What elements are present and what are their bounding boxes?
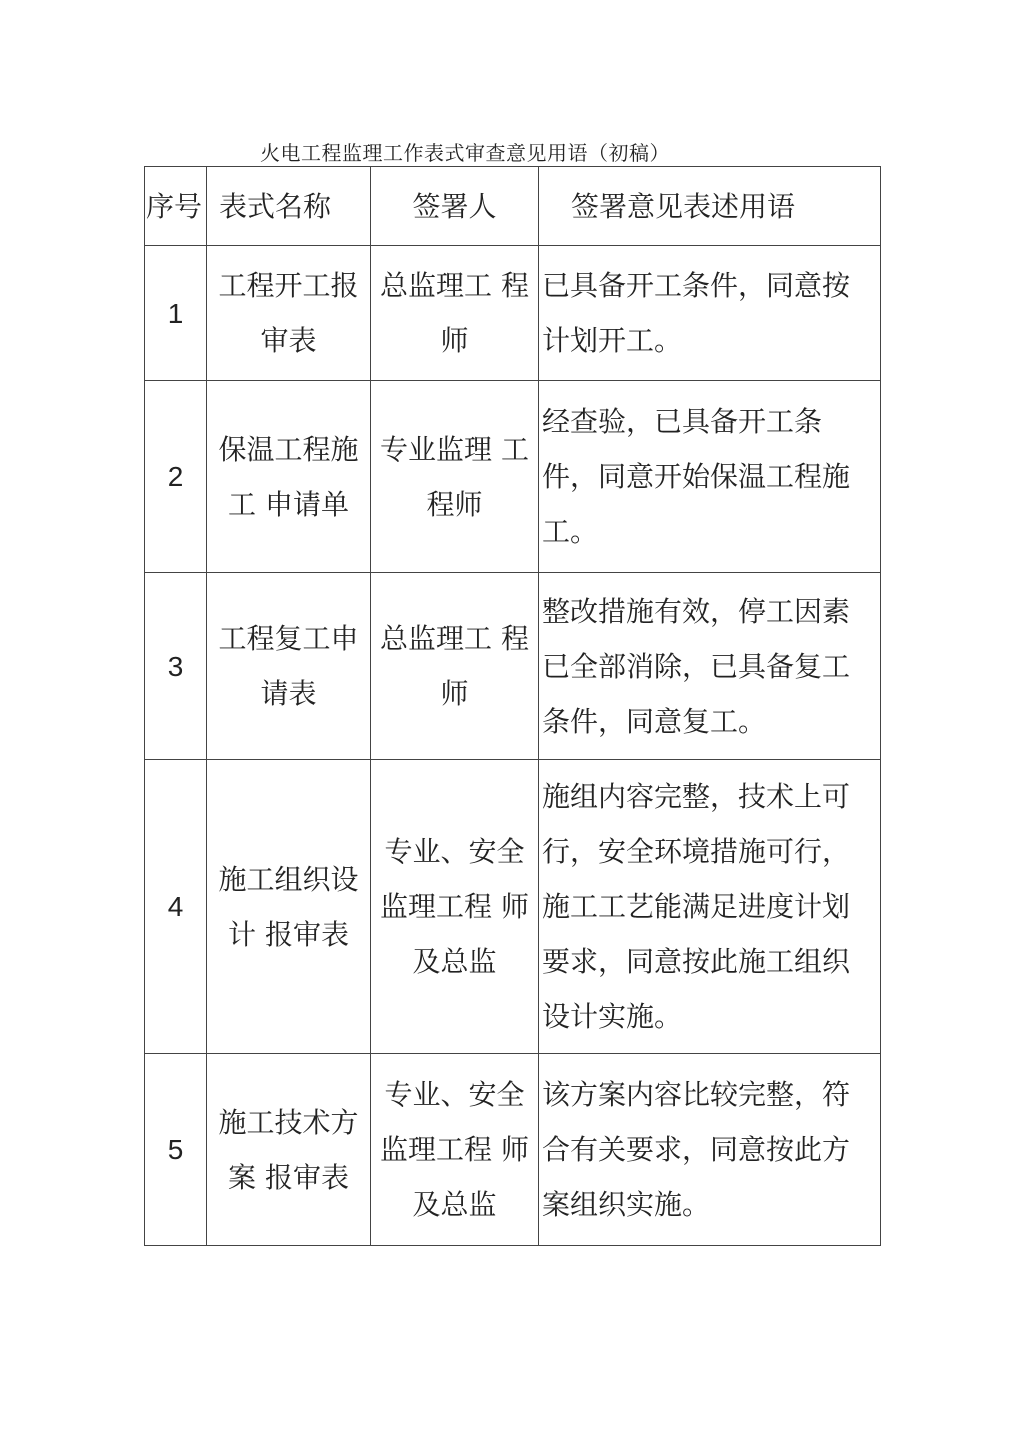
opinion-cell	[539, 573, 881, 760]
header-serial: 序号	[145, 167, 207, 246]
opinion-cell	[539, 381, 881, 573]
signer: 总监理工 程师	[380, 622, 529, 710]
signer-cell	[371, 246, 539, 381]
table-row	[145, 1054, 881, 1246]
form-name: 工程复工申请表	[218, 622, 359, 710]
opinion-cell	[539, 1054, 881, 1246]
table-row	[145, 246, 881, 381]
row-number: 5	[145, 1054, 207, 1246]
header-signer: 签署人	[371, 167, 539, 246]
table-row	[145, 760, 881, 1054]
row-number: 4	[145, 760, 207, 1054]
row-number: 1	[145, 246, 207, 381]
opinion-text: 施组内容完整，技术上可行，安全环境措施可行，施工工艺能满足进度计划要求，同意按此施工组织设计实施。	[542, 780, 851, 1033]
signer-cell	[371, 760, 539, 1054]
opinion-cell	[539, 246, 881, 381]
opinion-text: 该方案内容比较完整，符合有关要求，同意按此方案组织实施。	[542, 1078, 851, 1221]
opinion-table	[144, 166, 881, 1246]
signer-cell	[371, 573, 539, 760]
form-name: 施工技术方案 报审表	[218, 1105, 359, 1194]
opinion-text: 整改措施有效，停工因素已全部消除，已具备复工条件，同意复工。	[542, 594, 851, 738]
header-form-name: 表式名称	[207, 167, 371, 246]
signer: 总监理工 程师	[380, 269, 529, 357]
form-name: 保温工程施工 申请单	[218, 432, 359, 521]
form-name-cell	[207, 1054, 371, 1246]
signer: 专业监理 工程师	[380, 432, 529, 521]
row-number: 2	[145, 381, 207, 573]
form-name: 工程开工报审表	[218, 269, 359, 357]
document-title: 火电工程监理工作表式审查意见用语（初稿）	[260, 141, 670, 165]
table-row	[145, 381, 881, 573]
row-number: 3	[145, 573, 207, 760]
form-name-cell	[207, 760, 371, 1054]
table-header-row	[145, 167, 881, 246]
table-row	[145, 573, 881, 760]
signer-cell	[371, 1054, 539, 1246]
signer-cell	[371, 381, 539, 573]
opinion-text: 已具备开工条件，同意按计划开工。	[542, 269, 851, 357]
form-name-cell	[207, 381, 371, 573]
form-name-cell	[207, 246, 371, 381]
form-name-cell	[207, 573, 371, 760]
signer: 专业、安全监理工程 师及总监	[380, 1078, 529, 1221]
opinion-cell	[539, 760, 881, 1054]
form-name: 施工组织设计 报审表	[218, 862, 359, 951]
signer: 专业、安全监理工程 师及总监	[380, 835, 529, 978]
opinion-text: 经查验，已具备开工条件，同意开始保温工程施工。	[542, 405, 851, 548]
header-opinion: 签署意见表述用语	[539, 167, 881, 246]
